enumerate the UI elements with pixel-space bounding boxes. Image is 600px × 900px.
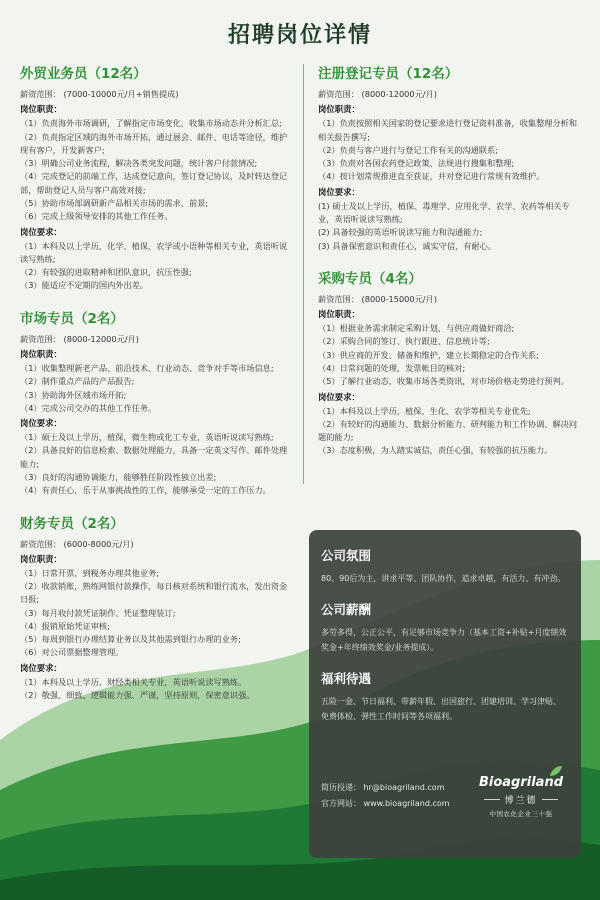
- job-marketing: [20, 307, 288, 498]
- duty-item: （1）根据业务需求制定采购计划，与供应商做好商洽;: [318, 323, 515, 334]
- logo-divider-line: [542, 799, 558, 800]
- duties-heading: 岗位职责：: [20, 553, 62, 564]
- atmosphere-text: 80、90后为主，讲求平等、团队协作，追求卓越，有活力、有冲劲。: [321, 574, 566, 583]
- logo-text: Bioagriland: [478, 775, 564, 790]
- duty-item: （1）负责海外市场调研，了解指定市场变化，收集市场动态并分析汇总;: [20, 118, 282, 129]
- salary-range: 薪资范围： (7000-10000元/月+销售提成): [20, 89, 179, 99]
- contact-info: [321, 780, 450, 812]
- duties-heading: 岗位职责：: [318, 309, 360, 320]
- duty-item: （3）协助海外区域市场开拓;: [20, 389, 127, 400]
- duty-item: （5）每周到银行办理结算业务以及其他需到银行办理的业务;: [20, 634, 241, 645]
- column-divider: [303, 64, 304, 484]
- requirements-heading: 岗位要求：: [20, 662, 62, 673]
- salary-range: 薪资范围： (8000-12000元/月): [318, 89, 437, 99]
- duty-item: （4）完成公司交办的其他工作任务。: [20, 402, 157, 413]
- pay-block: [321, 600, 567, 655]
- requirement-item: （2）有较好的沟通能力、数据分析能力、研判能力和工作协调、解决问题的能力;: [318, 418, 578, 443]
- job-purchasing: [318, 267, 580, 458]
- duty-item: （3）负责对各国农药登记政策、法规进行搜集和整理;: [318, 158, 515, 169]
- duty-item: （4）完成登记的前端工作，达成登记意向，签订登记协议，及时转达登记部，帮助登记人员与客户高效对接;: [20, 171, 288, 195]
- job-title: 财务专员（2名）: [20, 515, 124, 532]
- requirements-heading: 岗位要求：: [318, 391, 360, 402]
- leaf-icon: [549, 765, 563, 777]
- duty-item: （2）制作重点产品的产品报告;: [20, 376, 135, 387]
- salary-range: 薪资范围： (6000-8000元/月): [20, 538, 134, 549]
- duty-item: （3）供应商的开发、储备和维护，建立长期稳定的合作关系;: [318, 349, 539, 360]
- requirement-item: (2) 具备较强的英语听说读写能力和沟通能力;: [318, 227, 483, 238]
- company-logo: [473, 775, 569, 818]
- requirements-heading: 岗位要求：: [20, 226, 62, 237]
- official-website[interactable]: 官方网站： www.bioagriland.com: [321, 799, 450, 808]
- benefits-block: [321, 669, 567, 724]
- duty-item: （3）明确公司业务流程，解决各类突发问题，统计客户付款情况;: [20, 158, 258, 169]
- duty-item: （4）按计划常规推进直至获证，并对登记进行常规有效维护。: [318, 171, 545, 182]
- requirement-item: （1）本科及以上学历，财经类相关专业，英语听说读写熟练。: [20, 676, 247, 687]
- job-finance: [20, 512, 288, 703]
- salary-range: 薪资范围： (8000-15000元/月): [318, 293, 437, 304]
- requirement-item: （3）态度积极，为人踏实诚信，责任心强，有较强的抗压能力。: [318, 445, 553, 456]
- duty-item: （2）采购合同的签订、执行跟进、信息统计等;: [318, 336, 490, 347]
- requirements-heading: 岗位要求：: [318, 186, 360, 197]
- duties-heading: 岗位职责：: [20, 104, 62, 115]
- job-title: 市场专员（2名）: [20, 310, 124, 327]
- duty-item: （2）负责指定区域的海外市场开拓，通过展会、邮件、电话等途径，维护现有客户，开发新客户;: [20, 131, 288, 155]
- page-title: 招聘岗位详情: [227, 23, 372, 48]
- duty-item: （1）日常开票，到税务办理其他业务;: [20, 567, 159, 578]
- salary-range: 薪资范围： (8000-12000元/月): [20, 333, 139, 344]
- resume-email[interactable]: 简历投递： hr@bioagriland.com: [321, 783, 445, 792]
- requirement-item: （1）硕士及以上学历，植保，微生物或化工专业，英语听说读写熟练;: [20, 432, 274, 443]
- job-foreign-trade: [20, 62, 288, 293]
- right-column: [318, 62, 580, 472]
- duty-item: （3）每月收付款凭证制作、凭证整理装订;: [20, 607, 176, 618]
- requirement-item: （2）有较强的进取精神和团队意识，抗压性强;: [20, 267, 192, 278]
- job-registration: [318, 62, 580, 253]
- left-column: [20, 62, 288, 716]
- logo-chinese-name: 博兰德: [504, 796, 538, 806]
- company-info-panel: [309, 530, 581, 858]
- duty-item: （4）日常问题的处理，发票帐目的核对;: [318, 362, 466, 373]
- logo-divider-line: [484, 799, 500, 800]
- requirement-item: （3）良好的沟通协调能力，能够胜任阶段性独立出差;: [20, 471, 217, 482]
- requirement-item: (1) 硕士及以上学历，植保、毒理学、应用化学、农学、农药等相关专业，英语听说读写熟练;: [318, 200, 570, 224]
- pay-text: 多劳多得，公正公平，有足够市场竞争力（基本工资+补贴+月度绩效奖金+年终绩效奖金/业务提成）。: [321, 628, 567, 652]
- requirement-item: （1）本科及以上学历，植保、生化、农学等相关专业优先;: [318, 405, 531, 416]
- requirement-item: （1）本科及以上学历，化学、植保、农学或小语种等相关专业，英语听说读写熟练;: [20, 240, 288, 264]
- job-title: 采购专员（4名）: [318, 270, 422, 287]
- duty-item: （4）报销原始凭证审核;: [20, 620, 110, 631]
- requirement-item: （4）有责任心，乐于从事挑战性的工作，能够承受一定的工作压力。: [20, 485, 271, 496]
- job-title: 外贸业务员（12名）: [20, 66, 147, 82]
- duty-item: （6）完成上级领导安排的其他工作任务。: [20, 211, 173, 222]
- duties-heading: 岗位职责：: [20, 348, 62, 359]
- benefits-text: 五险一金、节日福利、带薪年假、出国旅行、团建培训、学习津贴、免费体检、弹性工作时间等各项福利。: [321, 697, 561, 721]
- requirement-item: （3）能适应不定期的国内外出差。: [20, 280, 149, 291]
- logo-tagline: 中国农化企业三十强: [489, 810, 553, 818]
- atmosphere-block: [321, 546, 567, 586]
- requirement-item: （2）具备良好的信息检索、数据处理能力，具备一定英文写作、邮件处理能力;: [20, 445, 288, 469]
- atmosphere-title: 公司氛围: [321, 548, 372, 563]
- pay-title: 公司薪酬: [321, 602, 372, 618]
- benefits-title: 福利待遇: [321, 671, 372, 687]
- job-title: 注册登记专员（12名）: [318, 66, 459, 82]
- logo-cn-row: [473, 793, 569, 806]
- requirements-heading: 岗位要求：: [20, 418, 62, 429]
- duty-item: （6）对公司票据整理管理。: [20, 647, 124, 658]
- duty-item: （2）收款销账，熟练网银付款操作，每日核对系统和银行流水，发出资金日报;: [20, 581, 288, 605]
- duty-item: （5）了解行业动态，收集市场各类资讯，对市场价格走势进行预判。: [318, 376, 569, 387]
- duty-item: （2）负责与客户进行与登记工作有关的沟通联系;: [318, 144, 498, 155]
- duty-item: （5）协助市场部调研新产品相关市场的需求、前景;: [20, 197, 209, 208]
- requirement-item: （2）敬强、细致、逻辑能力强、严谨，坚持原则，保密意识强。: [20, 690, 255, 701]
- duty-item: （1）收集整理新老产品、前沿技术、行业动态、竞争对手等市场信息;: [20, 362, 274, 373]
- duties-heading: 岗位职责：: [318, 104, 360, 115]
- requirement-item: (3) 具备保密意识和责任心，诚实守信，有耐心。: [318, 240, 496, 251]
- duty-item: （1）负责按照相关国家的登记要求进行登记资料准备，收集整理分析和相关报告撰写;: [318, 118, 578, 142]
